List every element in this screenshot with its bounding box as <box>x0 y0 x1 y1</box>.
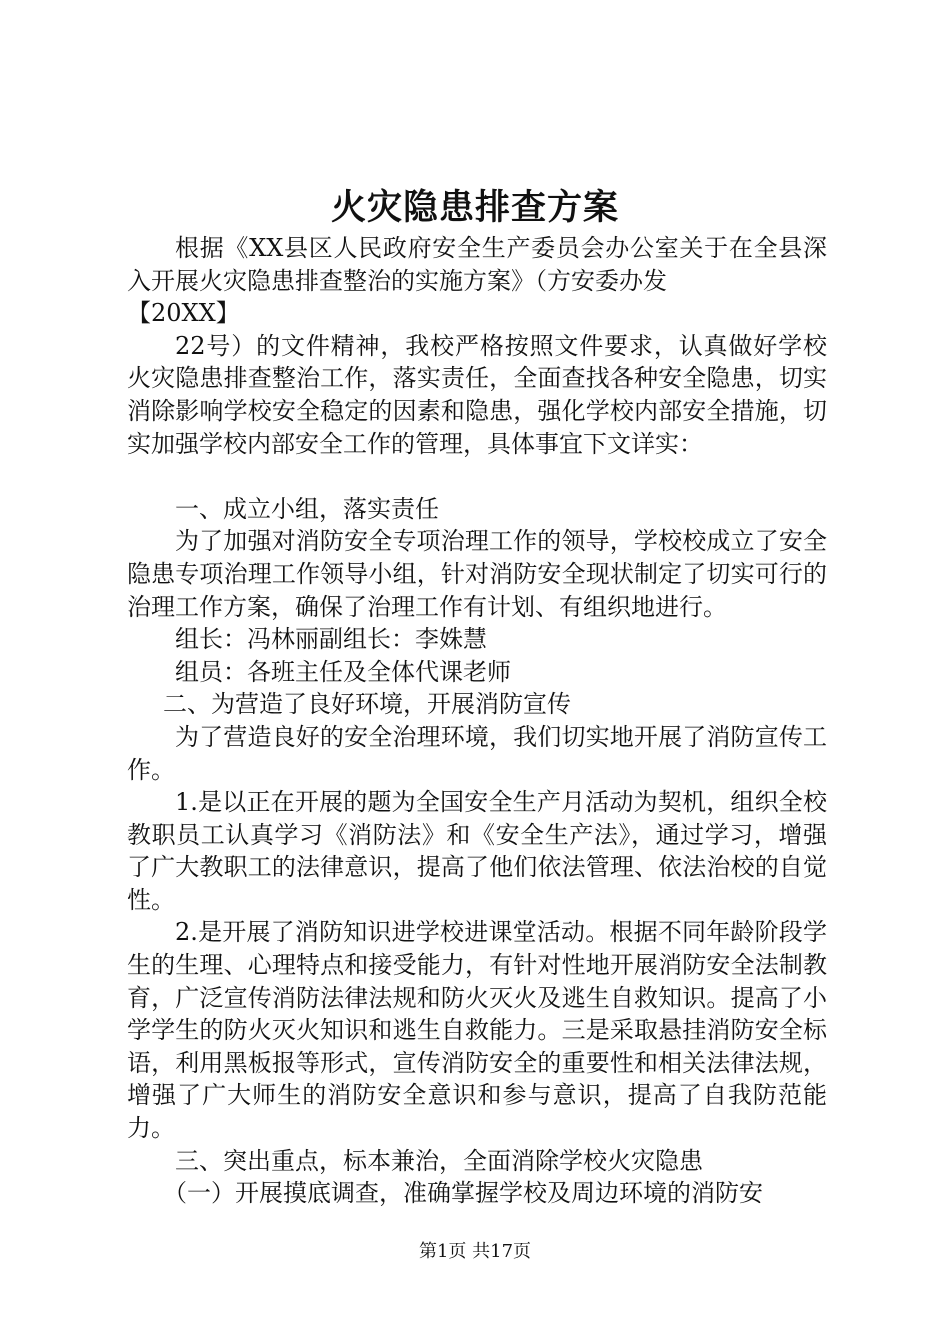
section-heading-1: 一、成立小组，落实责任 <box>175 494 439 523</box>
paragraph-subsection-1: （一）开展摸底调查，准确掌握学校及周边环境的消防安 <box>163 1179 763 1208</box>
paragraph-intro-doc-number: 【20XX】 <box>127 299 240 328</box>
paragraph-section-2: 为了营造良好的安全治理环境，我们切实地开展了消防宣传工作。 <box>127 722 827 784</box>
blank-line <box>127 460 827 493</box>
paragraph-group-leaders: 组长：冯林丽副组长：李姝慧 <box>175 625 487 654</box>
document-body <box>127 232 827 1210</box>
paragraph-intro: 根据《XX县区人民政府安全生产委员会办公室关于在全县深入开展火灾隐患排查整治的实施方案》（方安委办发 <box>127 234 827 295</box>
section-heading-3: 三、突出重点，标本兼治，全面消除学校火灾隐患 <box>175 1146 703 1175</box>
section-heading-2: 二、为营造了良好环境，开展消防宣传 <box>163 690 571 719</box>
paragraph-section-1: 为了加强对消防安全专项治理工作的领导，学校校成立了安全隐患专项治理工作领导小组，针对消防安全现状制定了切实可行的治理工作方案，确保了治理工作有计划、有组织地进行。 <box>127 527 827 621</box>
paragraph-item-2: 2.是开展了消防知识进学校进课堂活动。根据不同年龄阶段学生的生理、心理特点和接受能力，有针对性地开展消防安全法制教育，广泛宣传消防法律法规和防火灭火及逃生自救知识。提高了小学学生的防火灭火知识和逃生自救能力。三是采取悬挂消防安全标语，利用黑板报等形式，宣传消防安全的重要性和相关法律法规，增强了广大师生的消防安全意识和参与意识，提高了自我防范能力。 <box>127 918 827 1143</box>
paragraph-intro-continued: 22号）的文件精神，我校严格按照文件要求，认真做好学校火灾隐患排查整治工作，落实责任，全面查找各种安全隐患，切实消除影响学校安全稳定的因素和隐患，强化学校内部安全措施，切实加强学校内部安全工作的管理，具体事宜下文详实： <box>127 331 827 458</box>
page-footer: 第1页 共17页 <box>418 1241 532 1262</box>
paragraph-item-1: 1.是以正在开展的题为全国安全生产月活动为契机，组织全校教职员工认真学习《消防法》和《安全生产法》，通过学习，增强了广大教职工的法律意识，提高了他们依法管理、依法治校的自觉性。 <box>127 788 827 914</box>
paragraph-group-members: 组员：各班主任及全体代课老师 <box>175 657 511 686</box>
document-title: 火灾隐患排查方案 <box>330 187 619 228</box>
